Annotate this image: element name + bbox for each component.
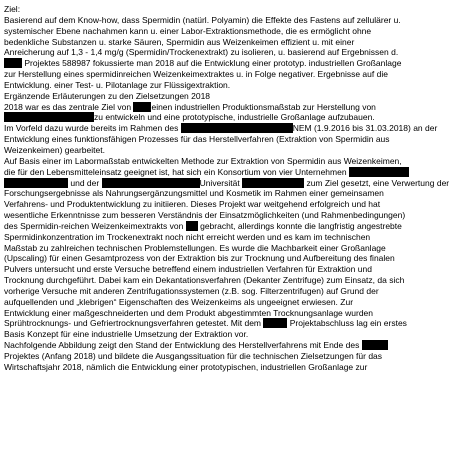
text-segment: Basierend auf dem Know-how, dass Spermidin (natürl. Polyamin) die Effekte des Fastens auf zellulärer u.: [4, 14, 401, 25]
text-line: [4, 80, 456, 91]
redaction-bar: [349, 167, 409, 177]
text-segment: Entwicklung eines funktionsfähigen Prozesses für das Herstellverfahren (Extraktion von Spermidin aus: [4, 134, 390, 145]
text-segment: Projektabschluss lag ein erstes: [287, 318, 407, 329]
text-segment: bedenkliche Substanzen u. starke Säuren, Spermidin aus Weizenkeimen effizient u. mit einer: [4, 36, 355, 47]
text-segment: Entwicklung einer maßgeschneiderten und dem Produkt abgestimmten Trocknungsanlage wurden: [4, 307, 374, 318]
text-segment: die für den Lebensmitteleinsatz geeignet ist, hat sich ein Konsortium von vier Unternehmen: [4, 166, 349, 177]
text-line: [4, 243, 456, 254]
text-line: [4, 123, 456, 134]
text-segment: systemischer Ebene nachahmen kann u. einer Labor-Extraktionsmethode, die es ermöglicht ohne: [4, 25, 372, 36]
text-segment: gebracht, allerdings konnte die langfristig angestrebte: [197, 220, 402, 231]
text-line: [4, 308, 456, 319]
text-segment: Basis Konzept für eine industrielle Umsetzung der Extraktion vor.: [4, 329, 249, 340]
text-segment: Maßstab zu zahlreichen technischen Problemstellungen. Es wurde die Machbarkeit einer Großanlage: [4, 242, 386, 253]
text-line: [4, 167, 456, 178]
text-segment: Weizenkeimen) gearbeitet.: [4, 144, 105, 155]
document-page: [4, 4, 456, 373]
text-line: [4, 232, 456, 243]
text-line: [4, 112, 456, 123]
text-line: [4, 91, 456, 102]
text-segment: wesentliche Erkenntnisse zum besseren Verständnis der Einsatzmöglichkeiten (und Rahmenbedingungen): [4, 210, 406, 221]
text-line: [4, 178, 456, 189]
text-segment: zur Herstellung eines spermidinreichen Weizenkeimextraktes u. in Folge negativer. Ergebnisse auf die: [4, 69, 388, 80]
text-line: [4, 318, 456, 329]
text-segment: des Spermidin-reichen Weizenkeimextrakts von: [4, 220, 186, 231]
redaction-bar: [242, 178, 304, 188]
text-segment: 2018 war es das zentrale Ziel von: [4, 101, 134, 112]
text-segment: Nachfolgende Abbildung zeigt den Stand der Entwicklung des Herstellverfahrens mit Ende des: [4, 340, 362, 351]
text-line: [4, 47, 456, 58]
text-segment: Pulvers untersucht und erste Versuche betreffend einem industriellen Verfahren für Extraktion und: [4, 264, 372, 275]
text-segment: Wirtschaftsjahr 2018, nämlich die Entwicklung einer prototypischen, industriellen Großanlage zur: [4, 361, 368, 372]
text-line: [4, 340, 456, 351]
text-segment: (Upscaling) für einen Gesamtprozess von der Extraktion bis zur Trocknung und Aufbereitung des finalen: [4, 253, 395, 264]
text-segment: Entwicklung. einer Test- u. Pilotanlage zur Flüssigextraktion.: [4, 79, 231, 90]
text-segment: Spermidinkonzentration im Trockenextrakt noch nicht erreicht werden und es kam im technischen: [4, 231, 371, 242]
text-segment: zu entwickeln und eine prototypische, industrielle Großanlage aufzubauen.: [94, 112, 375, 123]
text-line: [4, 58, 456, 69]
text-line: [4, 286, 456, 297]
text-segment: Anreicherung auf 1,3 - 1,4 mg/g (Spermidin/Trockenextrakt) zu isolieren, u. basierend auf Ergebnissen d.: [4, 47, 399, 58]
section-heading: Ziel:: [4, 4, 21, 14]
text-line: [4, 26, 456, 37]
redaction-bar: [4, 178, 68, 188]
text-line: [4, 199, 456, 210]
text-segment: Forschungsergebnisse als Nahrungsergänzungsmittel und Kosmetik im Rahmen einer gemeinsamen: [4, 188, 384, 199]
text-line: [4, 351, 456, 362]
redaction-bar: [186, 221, 198, 231]
text-line: [4, 134, 456, 145]
text-line: [4, 188, 456, 199]
text-line: [4, 253, 456, 264]
text-line: [4, 221, 456, 232]
text-segment: zum Ziel gesetzt, eine Verwertung der: [304, 177, 450, 188]
text-line: [4, 69, 456, 80]
text-segment: Universität: [199, 177, 243, 188]
body-text: [4, 15, 456, 373]
text-segment: aufquellenden und „klebrigen“ Eigenschaften des Weizenkeims als ungeeignet erwiesen. Zur: [4, 296, 354, 307]
text-segment: Ergänzende Erläuterungen zu den Zielsetzungen 2018: [4, 90, 211, 101]
text-segment: Trocknung durchgeführt. Dabei kam ein Dekantationsverfahren (Dekanter Zentrifuge) zum Einsatz, da sich: [4, 275, 405, 286]
text-line: [4, 264, 456, 275]
text-segment: NEM (1.9.2016 bis 31.03.2018) an der: [292, 123, 438, 134]
text-line: [4, 329, 456, 340]
redaction-bar: [181, 123, 293, 133]
redaction-bar: [263, 318, 287, 328]
text-line: [4, 362, 456, 373]
text-segment: und der: [68, 177, 102, 188]
text-line: [4, 275, 456, 286]
text-segment: Sprühtrocknungs- und Gefriertrocknungsverfahren getestet. Mit dem: [4, 318, 264, 329]
text-line: [4, 37, 456, 48]
text-segment: vorherige Versuche mit anderen Zentrifugationssystemen (z.B. sog. Filterzentrifugen) auf Grund der: [4, 285, 379, 296]
redaction-bar: [102, 178, 200, 188]
text-segment: einen industriellen Produktionsmaßstab zur Herstellung von: [151, 101, 376, 112]
text-line: [4, 102, 456, 113]
redaction-bar: [4, 58, 22, 68]
redaction-bar: [362, 340, 388, 350]
text-segment: Im Vorfeld dazu wurde bereits im Rahmen des: [4, 123, 181, 134]
text-line: [4, 210, 456, 221]
text-line: [4, 156, 456, 167]
text-segment: Auf Basis einer im Labormaßstab entwickelten Methode zur Extraktion von Spermidin aus Weizenkeimen,: [4, 155, 402, 166]
text-line: [4, 15, 456, 26]
text-segment: Verfahrens- und Produktentwicklung zu initiieren. Dieses Projekt war weitgehend erfolgreich und hat: [4, 199, 381, 210]
text-line: [4, 297, 456, 308]
text-segment: Projektes 588987 fokussierte man 2018 auf die Entwicklung einer prototyp. industriellen Großanlage: [22, 58, 402, 69]
text-line: [4, 145, 456, 156]
redaction-bar: [133, 102, 151, 112]
text-segment: Projektes (Anfang 2018) und bildete die Ausgangssituation für die technischen Zielsetzungen für das: [4, 351, 383, 361]
redaction-bar: [4, 112, 94, 122]
